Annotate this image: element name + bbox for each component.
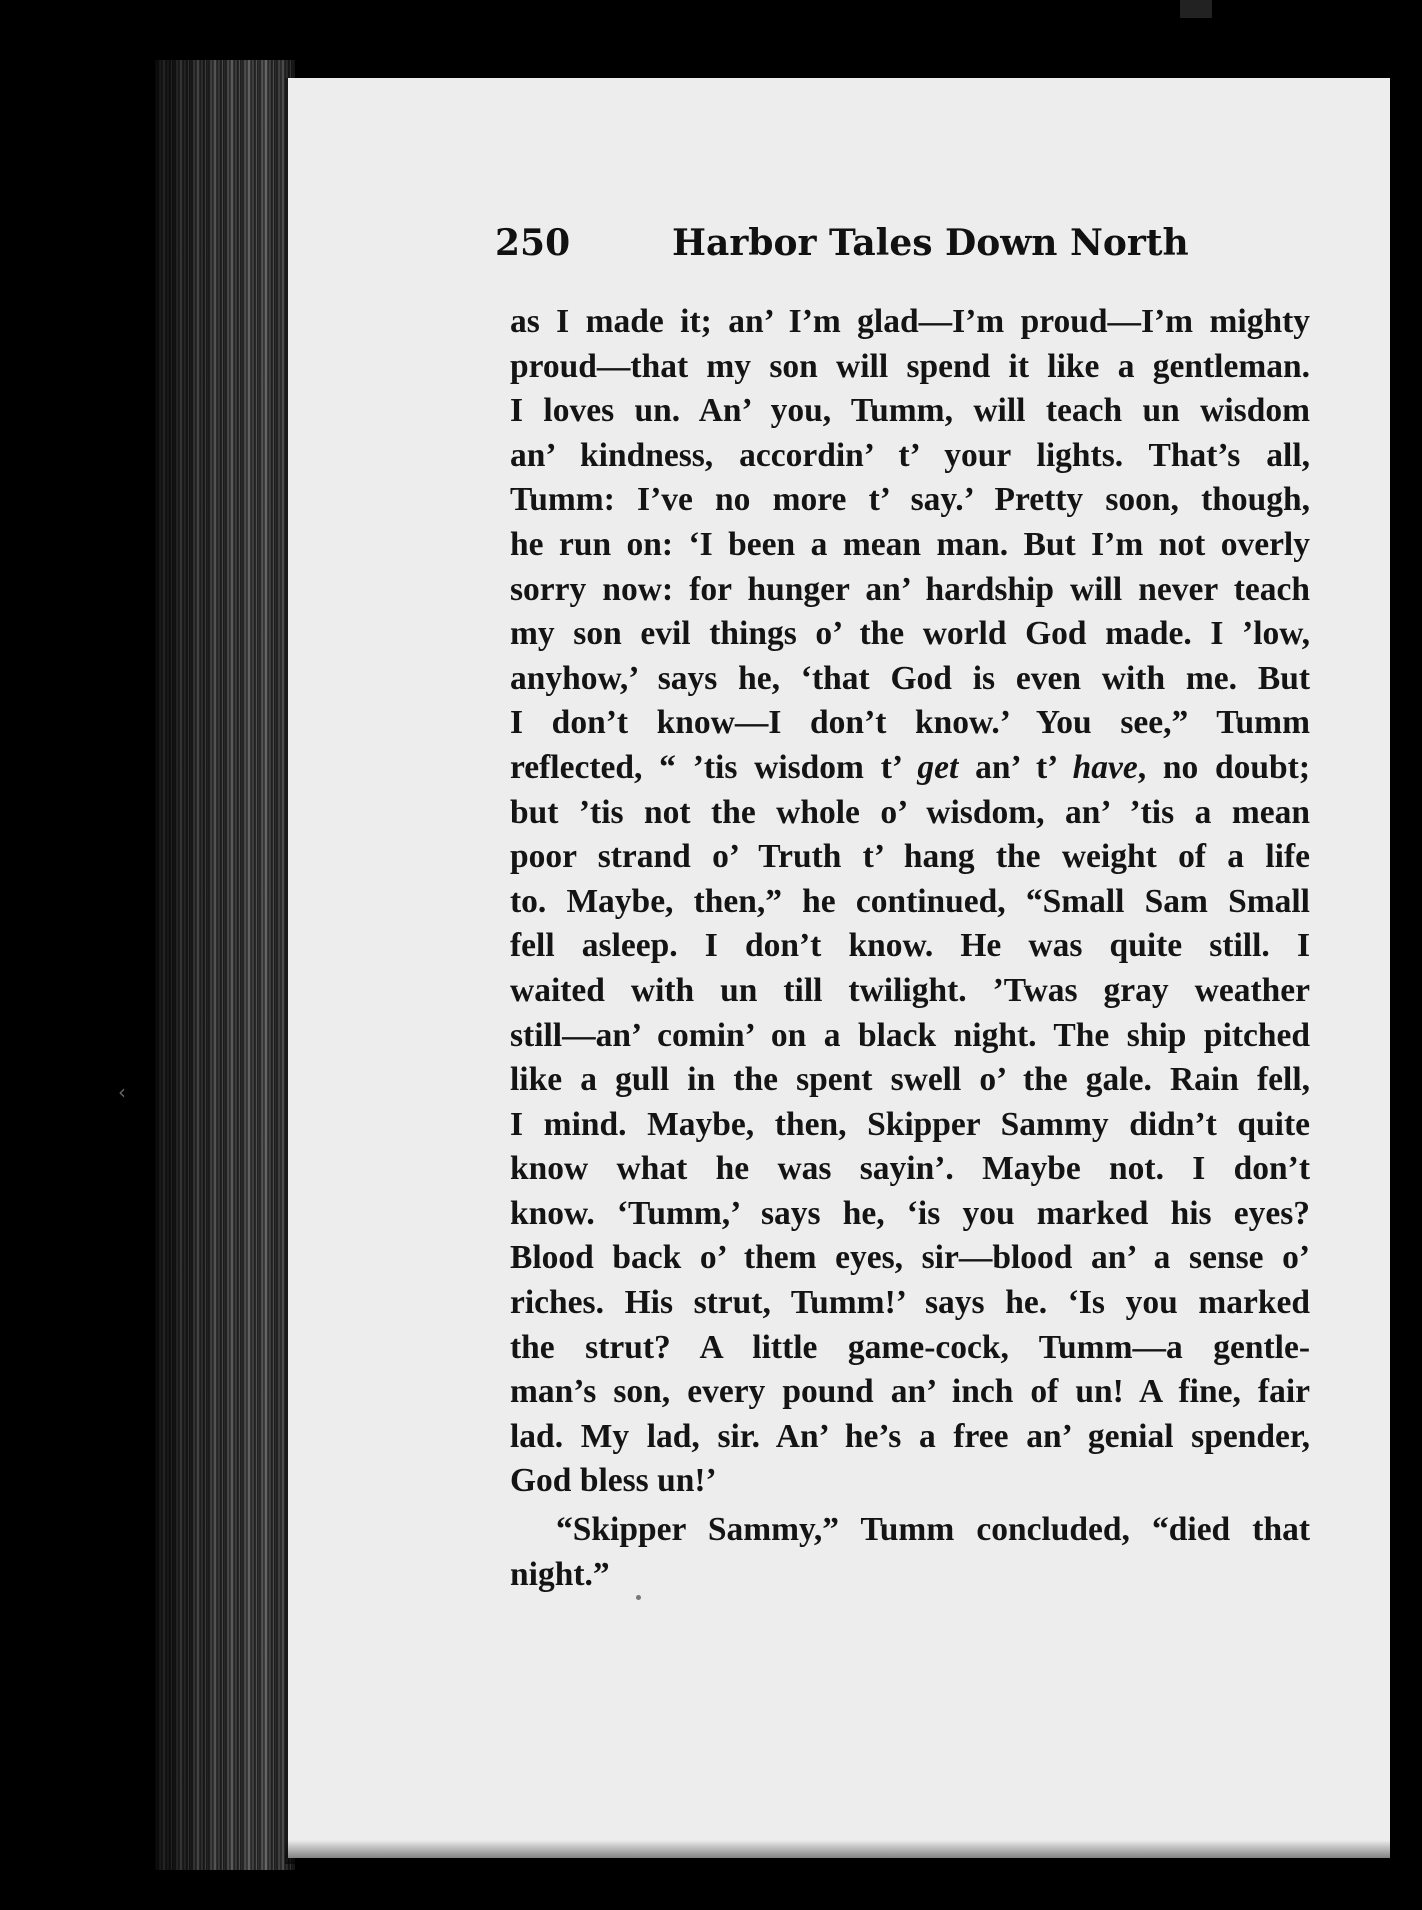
text-line: as I made it; an’ I’m glad—I’m proud—I’m mighty <box>510 303 1310 340</box>
final-paragraph-line: night.” <box>510 1555 610 1593</box>
text-line: to. Maybe, then,” he continued, “Small Sam Small <box>510 882 1310 920</box>
text-line-with-italics <box>510 746 1310 791</box>
line-mid: an’ t’ <box>958 748 1073 786</box>
scan-artifact <box>1180 0 1212 18</box>
text-line: lad. My lad, sir. An’ he’s a free an’ genial spender, <box>510 1417 1310 1455</box>
margin-mark: ‹ <box>118 1080 126 1104</box>
text-line: know. ‘Tumm,’ says he, ‘is you marked his eyes? <box>510 1194 1310 1232</box>
text-line: poor strand o’ Truth t’ hang the weight of a life <box>510 838 1310 876</box>
text-line: sorry now: for hunger an’ hardship will never teach <box>510 570 1310 608</box>
text-line: my son evil things o’ the world God made. I ’low, <box>510 615 1310 653</box>
text-line: he run on: ‘I been a mean man. But I’m not overly <box>510 525 1310 563</box>
text-line: still—an’ comin’ on a black night. The ship pitched <box>510 1016 1310 1054</box>
running-title: Harbor Tales Down North <box>672 222 1189 264</box>
text-line: fell asleep. I don’t know. He was quite still. I <box>510 927 1310 965</box>
text-line: God bless un!’ <box>510 1462 717 1500</box>
page-number: 250 <box>495 222 571 264</box>
text-line: riches. His strut, Tumm!’ says he. ‘Is you marked <box>510 1284 1310 1322</box>
page-edge <box>1390 78 1422 1858</box>
print-speck <box>636 1595 641 1600</box>
text-line: anyhow,’ says he, ‘that God is even with me. But <box>510 659 1310 697</box>
line-post: , no doubt; <box>1137 748 1310 786</box>
page-bottom-shadow <box>285 1840 1422 1864</box>
text-line: proud—that my son will spend it like a gentleman. <box>510 347 1310 385</box>
text-line: an’ kindness, accordin’ t’ your lights. That’s all, <box>510 436 1310 474</box>
text-line: I don’t know—I don’t know.’ You see,” Tumm <box>510 704 1310 742</box>
line-pre: reflected, “ ’tis wisdom t’ <box>510 748 918 786</box>
text-line: I mind. Maybe, then, Skipper Sammy didn’t quite <box>510 1105 1310 1143</box>
text-line: Tumm: I’ve no more t’ say.’ Pretty soon, though, <box>510 481 1310 519</box>
text-line: like a gull in the spent swell o’ the gale. Rain fell, <box>510 1061 1310 1099</box>
italic-word-get: get <box>917 748 959 786</box>
text-line: know what he was sayin’. Maybe not. I don’t <box>510 1150 1310 1188</box>
text-line: man’s son, every pound an’ inch of un! A fine, fair <box>510 1373 1310 1411</box>
text-line: Blood back o’ them eyes, sir—blood an’ a sense o’ <box>510 1239 1310 1277</box>
body-text <box>510 300 1310 1597</box>
text-line: I loves un. An’ you, Tumm, will teach un wisdom <box>510 392 1310 430</box>
final-paragraph-line: “Skipper Sammy,” Tumm concluded, “died that <box>556 1511 1310 1549</box>
text-line: but ’tis not the whole o’ wisdom, an’ ’tis a mean <box>510 793 1310 831</box>
italic-word-have: have <box>1072 748 1138 786</box>
text-line: the strut? A little game-cock, Tumm—a gentle- <box>510 1328 1310 1366</box>
running-head <box>495 222 1275 282</box>
text-line: waited with un till twilight. ’Twas gray weather <box>510 971 1310 1009</box>
gutter-shading <box>155 60 295 1870</box>
